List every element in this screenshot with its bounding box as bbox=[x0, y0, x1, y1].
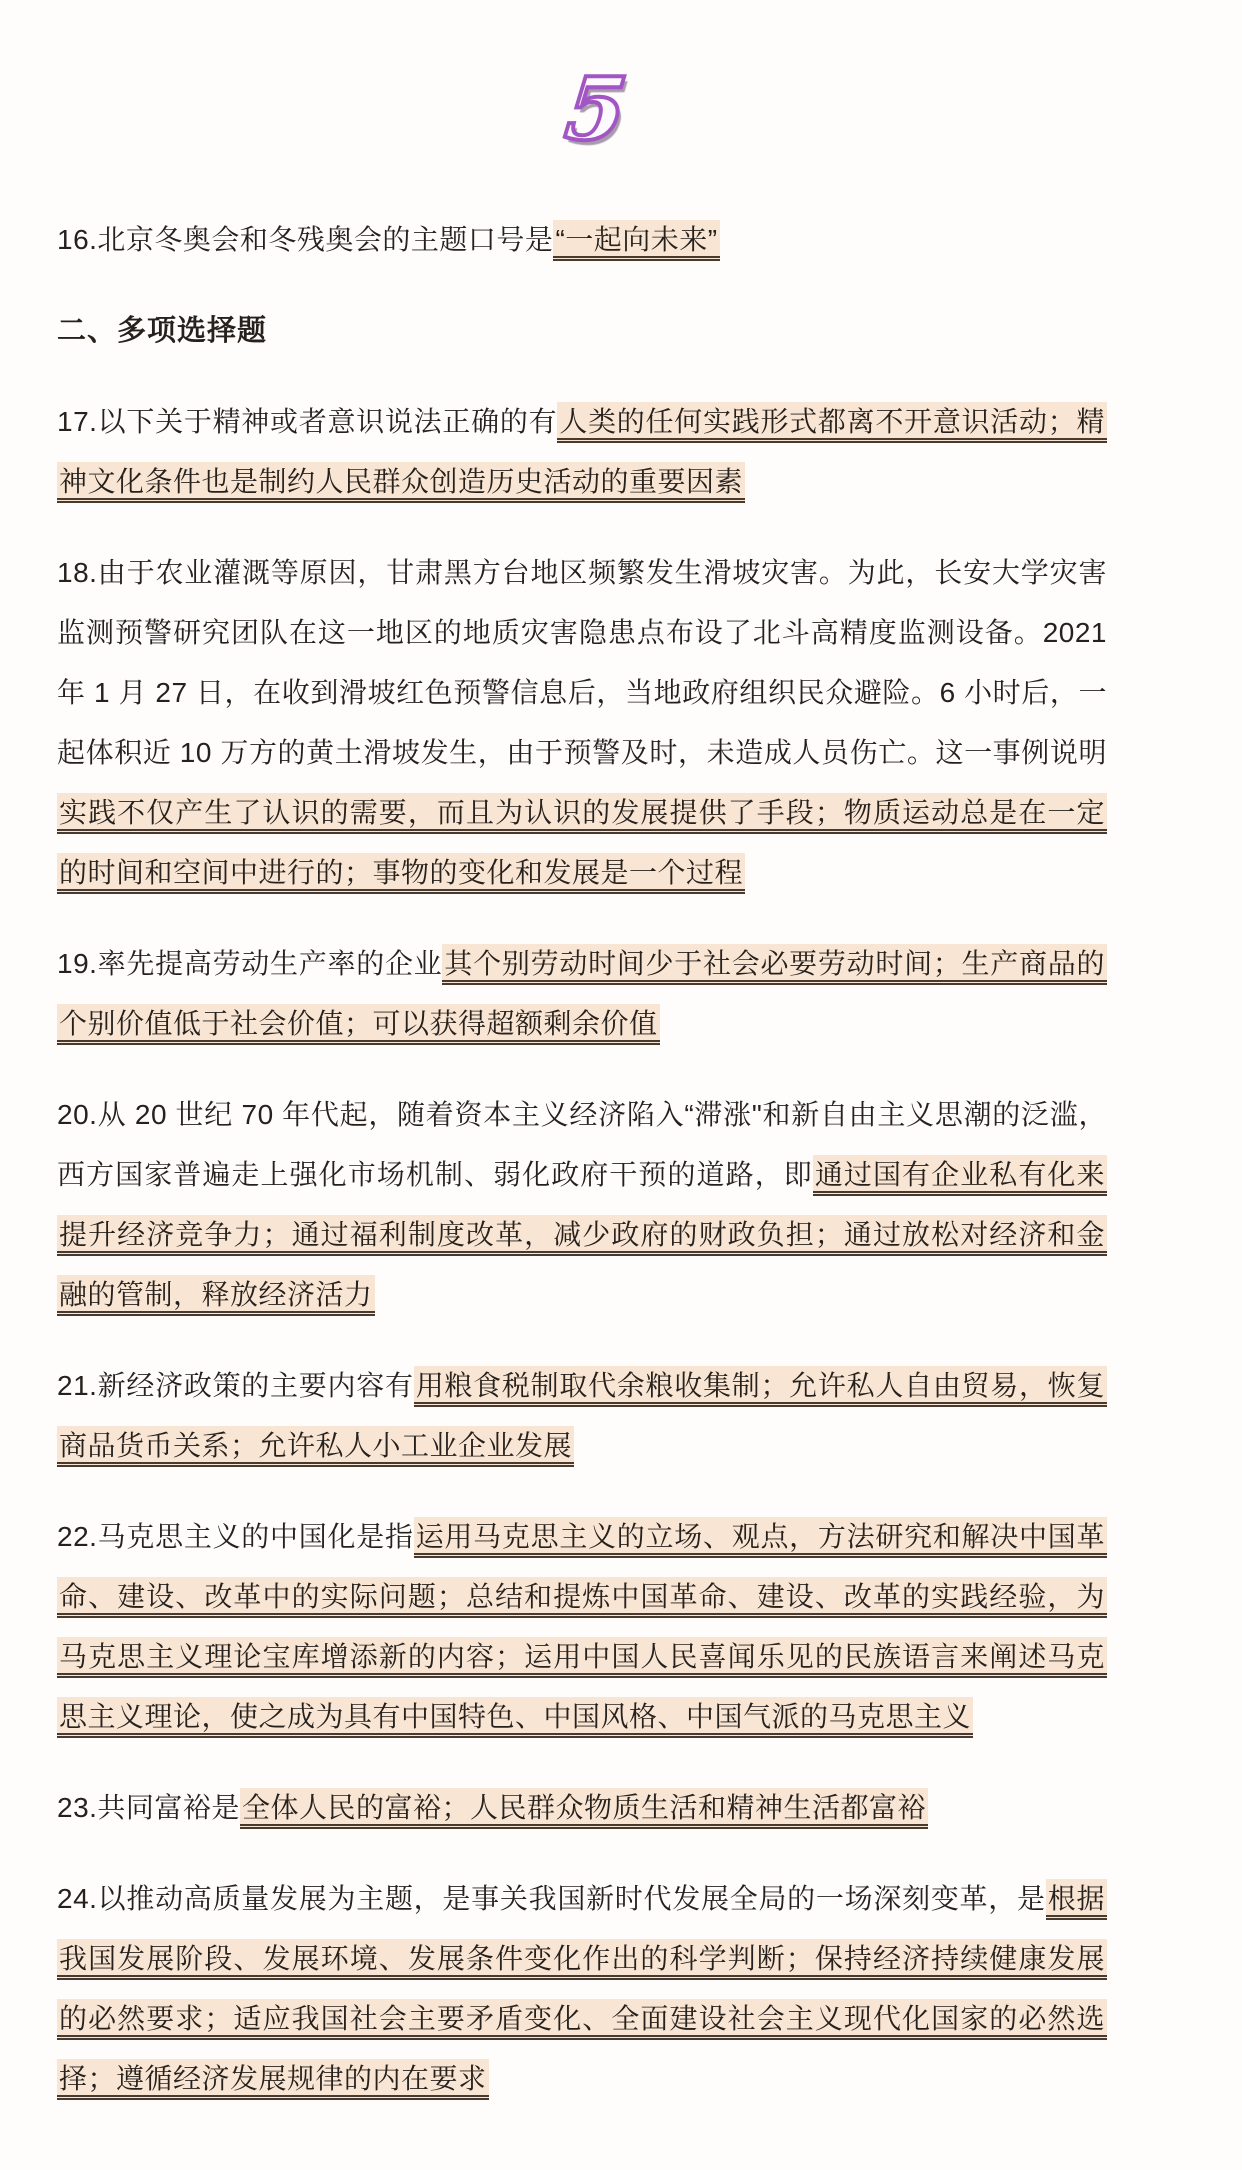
question-16 bbox=[57, 210, 1107, 270]
question-18-answer-highlight: 实践不仅产生了认识的需要，而且为认识的发展提供了手段；物质运动总是在一定的时间和空间中进行的；事物的变化和发展是一个过程 bbox=[57, 793, 1107, 894]
question-22 bbox=[57, 1507, 1107, 1747]
question-23-lead: 23.共同富裕是 bbox=[57, 1792, 240, 1823]
question-17-answer-highlight: 人类的任何实践形式都离不开意识活动；精神文化条件也是制约人民群众创造历史活动的重要因素 bbox=[57, 402, 1107, 503]
question-24 bbox=[57, 1869, 1107, 2109]
question-20-answer-highlight: 通过国有企业私有化来提升经济竞争力；通过福利制度改革，减少政府的财政负担；通过放松对经济和金融的管制，释放经济活力 bbox=[57, 1155, 1107, 1316]
question-24-answer-highlight: 根据我国发展阶段、发展环境、发展条件变化作出的科学判断；保持经济持续健康发展的必然要求；适应我国社会主要矛盾变化、全面建设社会主义现代化国家的必然选择；遵循经济发展规律的内在要求 bbox=[57, 1879, 1107, 2100]
question-18 bbox=[57, 543, 1107, 903]
page-number-container bbox=[85, 59, 1107, 160]
question-16-answer-highlight: “一起向未来” bbox=[553, 220, 719, 261]
question-21 bbox=[57, 1356, 1107, 1476]
question-17-lead: 17.以下关于精神或者意识说法正确的有 bbox=[57, 406, 558, 437]
question-19-answer-highlight: 其个别劳动时间少于社会必要劳动时间；生产商品的个别价值低于社会价值；可以获得超额剩余价值 bbox=[57, 944, 1107, 1045]
question-21-answer-highlight: 用粮食税制取代余粮收集制；允许私人自由贸易，恢复商品货币关系；允许私人小工业企业发展 bbox=[57, 1366, 1107, 1467]
question-23-answer-highlight: 全体人民的富裕；人民群众物质生活和精神生活都富裕 bbox=[240, 1788, 928, 1829]
page-number: 5 bbox=[560, 59, 632, 160]
question-23 bbox=[57, 1778, 1107, 1838]
section-heading-multiple-choice: 二、多项选择题 bbox=[57, 315, 268, 347]
question-21-lead: 21.新经济政策的主要内容有 bbox=[57, 1370, 414, 1401]
question-20-lead: 20.从 20 世纪 70 年代起，随着资本主义经济陷入“滞涨"和新自由主义思潮的泛滥，西方国家普遍走上强化市场机制、弱化政府干预的道路，即 bbox=[57, 1099, 1107, 1190]
question-20 bbox=[57, 1085, 1107, 1325]
question-16-lead: 16.北京冬奥会和冬残奥会的主题口号是 bbox=[57, 224, 554, 255]
question-22-lead: 22.马克思主义的中国化是指 bbox=[57, 1521, 414, 1552]
question-19 bbox=[57, 934, 1107, 1054]
question-22-answer-highlight: 运用马克思主义的立场、观点，方法研究和解决中国革命、建设、改革中的实际问题；总结和提炼中国革命、建设、改革的实践经验，为马克思主义理论宝库增添新的内容；运用中国人民喜闻乐见的民族语言来阐述马克思主义理论，使之成为具有中国特色、中国风格、中国气派的马克思主义 bbox=[57, 1517, 1107, 1738]
question-18-lead: 18.由于农业灌溉等原因，甘肃黑方台地区频繁发生滑坡灾害。为此，长安大学灾害监测预警研究团队在这一地区的地质灾害隐患点布设了北斗高精度监测设备。2021 年 1 月 27 日，在收到滑坡红色预警信息后，当地政府组织民众避险。6 小时后，一起体积近 10 万方的黄土滑坡发生，由于预警及时，未造成人员伤亡。这一事例说明 bbox=[57, 557, 1107, 768]
question-24-lead: 24.以推动高质量发展为主题，是事关我国新时代发展全局的一场深刻变革，是 bbox=[57, 1883, 1046, 1914]
question-17 bbox=[57, 392, 1107, 512]
question-19-lead: 19.率先提高劳动生产率的企业 bbox=[57, 948, 443, 979]
